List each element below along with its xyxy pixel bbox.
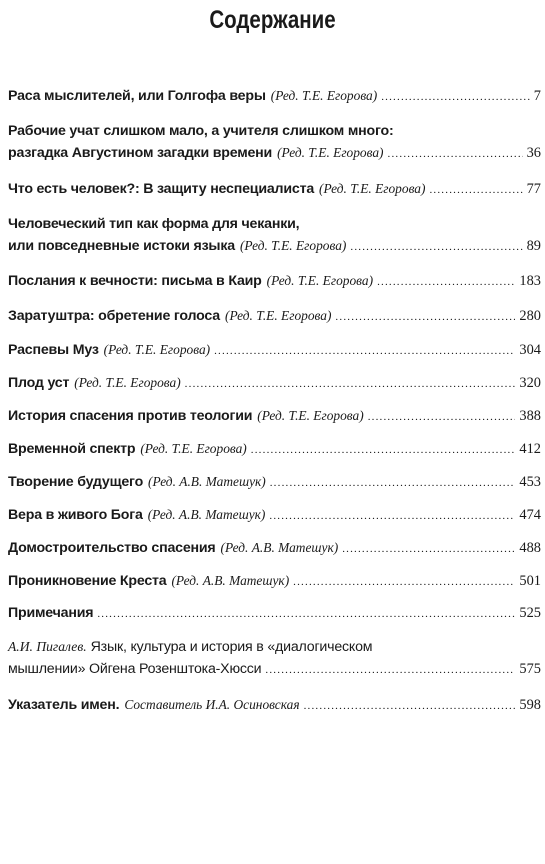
toc-entry[interactable]	[8, 474, 541, 496]
entry-editor: (Ред. А.В. Матешук)	[148, 474, 266, 489]
entry-editor: (Ред. Т.Е. Егорова)	[270, 88, 378, 103]
entry-editor: (Ред. А.В. Матешук)	[147, 507, 266, 522]
entry-page: 525	[519, 605, 541, 621]
entry-editor: (Ред. Т.Е. Егорова)	[239, 238, 347, 253]
entry-editor: (Ред. Т.Е. Егорова)	[103, 342, 211, 357]
entry-title: Послания к вечности: письма в Каир	[8, 273, 262, 289]
toc-entry[interactable]	[8, 639, 541, 683]
entry-title: Плод уст	[8, 375, 70, 391]
entry-title: Вера в живого Бога	[8, 507, 143, 523]
entry-page: 474	[519, 507, 541, 523]
entry-page: 304	[519, 342, 541, 358]
toc-entry[interactable]	[8, 181, 541, 203]
toc-entry[interactable]	[8, 573, 541, 595]
entry-title: Указатель имен.	[8, 697, 120, 713]
toc-entry[interactable]	[8, 375, 541, 397]
entry-editor: (Ред. Т.Е. Егорова)	[319, 181, 426, 196]
entry-editor: (Ред. Т.Е. Егорова)	[74, 375, 181, 390]
entry-page: 388	[519, 408, 541, 424]
toc-entry[interactable]	[8, 88, 541, 110]
entry-editor: (Ред. Т.Е. Егорова)	[266, 273, 374, 288]
entry-page: 453	[519, 474, 541, 490]
entry-page: 320	[519, 375, 541, 391]
entry-title: Примечания	[8, 605, 94, 621]
entry-page: 77	[526, 181, 541, 197]
entry-page: 412	[519, 441, 541, 457]
entry-title: История спасения против теологии	[8, 408, 253, 424]
dot-leader	[269, 510, 515, 522]
toc-entry[interactable]	[8, 540, 541, 562]
entry-title: Заратуштра: обретение голоса	[8, 308, 220, 324]
entry-page: 89	[526, 238, 541, 254]
entry-editor: (Ред. Т.Е. Егорова)	[224, 308, 332, 323]
toc-entry[interactable]	[8, 408, 541, 430]
entry-title: разгадка Августином загадки времени	[8, 145, 273, 161]
dot-leader	[368, 411, 516, 423]
entry-page: 280	[519, 308, 541, 324]
entry-title: Что есть человек?: В защиту неспециалиста	[8, 181, 315, 197]
entry-title: Домостроительство спасения	[8, 540, 216, 556]
dot-leader	[377, 276, 515, 288]
toc-entry[interactable]	[8, 308, 541, 330]
entry-editor: (Ред. А.В. Матешук)	[220, 540, 339, 555]
entry-page: 183	[519, 273, 541, 289]
toc-entry[interactable]	[8, 342, 541, 364]
entry-page: 598	[519, 697, 541, 713]
entry-title: Распевы Муз	[8, 342, 99, 358]
page-title: Содержание	[209, 6, 336, 34]
dot-leader	[304, 700, 516, 712]
entry-page: 36	[526, 145, 541, 161]
dot-leader	[270, 477, 516, 489]
toc-entry[interactable]	[8, 123, 541, 167]
entry-page: 488	[519, 540, 541, 556]
dot-leader	[381, 91, 530, 103]
entry-page: 7	[533, 88, 541, 104]
entry-editor: (Ред. Т.Е. Егорова)	[140, 441, 247, 456]
entry-title: Творение будущего	[8, 474, 144, 490]
dot-leader	[214, 345, 515, 357]
entry-title: или повседневные истоки языка	[8, 238, 235, 254]
dot-leader	[265, 664, 515, 676]
toc-entry[interactable]	[8, 605, 541, 627]
entry-editor: Составитель И.А. Осиновская	[124, 697, 300, 712]
toc-entry[interactable]	[8, 441, 541, 463]
dot-leader	[185, 378, 516, 390]
entry-editor: (Ред. Т.Е. Егорова)	[277, 145, 384, 160]
dot-leader	[429, 184, 522, 196]
toc-entry[interactable]	[8, 273, 541, 295]
entry-page: 501	[519, 573, 541, 589]
dot-leader	[293, 576, 515, 588]
entry-title: Раса мыслителей, или Голгофа веры	[8, 88, 266, 104]
entry-title: Проникновение Креста	[8, 573, 167, 589]
entry-page: 575	[519, 661, 541, 677]
entry-title-line1: Язык, культура и история в «диалогическом	[90, 639, 373, 655]
dot-leader	[350, 241, 522, 253]
entry-title-line1: Человеческий тип как форма для чеканки,	[8, 216, 300, 232]
dot-leader	[251, 444, 516, 456]
entry-editor: (Ред. Т.Е. Егорова)	[257, 408, 364, 423]
dot-leader	[335, 311, 515, 323]
dot-leader	[342, 543, 515, 555]
entry-author: А.И. Пигалев.	[8, 639, 87, 654]
entry-editor: (Ред. А.В. Матешук)	[171, 573, 290, 588]
toc-entry[interactable]	[8, 697, 541, 719]
entry-title-line1: Рабочие учат слишком мало, а учителя слишком много:	[8, 123, 394, 139]
toc-entry[interactable]	[8, 216, 541, 260]
dot-leader	[97, 608, 515, 620]
entry-title: Временной спектр	[8, 441, 136, 457]
entry-title: мышлении» Ойгена Розенштока-Хюсси	[8, 661, 262, 677]
toc-entry[interactable]	[8, 507, 541, 529]
dot-leader	[388, 148, 523, 160]
